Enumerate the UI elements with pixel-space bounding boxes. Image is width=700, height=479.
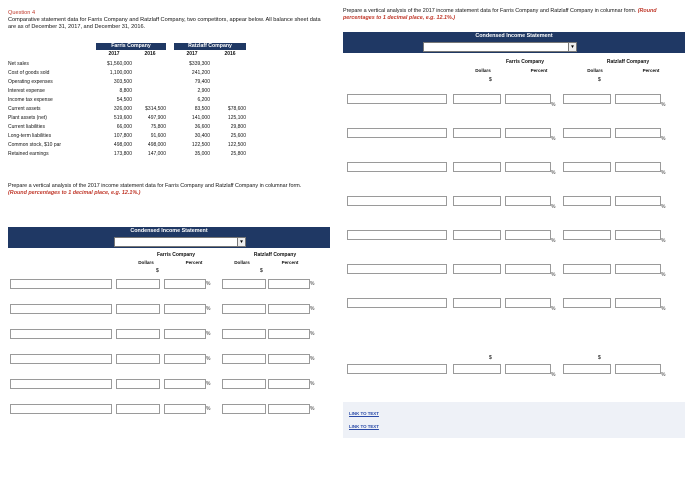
comparative-data-table [8, 43, 278, 193]
ratzlaff-percent-input[interactable] [615, 196, 661, 206]
farris-dollars-input[interactable] [453, 264, 501, 274]
percent-sign: % [551, 102, 556, 108]
percent-sign: % [206, 281, 211, 287]
ratzlaff-percent-input[interactable] [268, 279, 310, 289]
table-row: Operating expenses 303,500 79,400 [8, 79, 210, 85]
farris-dollars-input[interactable] [453, 128, 501, 138]
farris-dollars-input[interactable] [116, 404, 160, 414]
links-area [343, 402, 685, 438]
table-row: Long-term liabilities 107,800 91,600 30,400 25,600 [8, 133, 246, 139]
table-row: Interest expense 8,800 2,900 [8, 88, 210, 94]
farris-percent-input[interactable] [505, 230, 551, 240]
farris-percent-input[interactable] [505, 94, 551, 104]
farris-dollars-input[interactable] [116, 379, 160, 389]
line-item-input[interactable] [347, 128, 447, 138]
left-statement-panel [8, 227, 330, 442]
line-item-input[interactable] [347, 364, 447, 374]
ratzlaff-dollars-input[interactable] [222, 379, 266, 389]
farris-dollars-input[interactable] [453, 94, 501, 104]
percent-sign: % [310, 306, 315, 312]
dollar-sign: $ [156, 268, 159, 274]
dollar-sign: $ [489, 77, 492, 83]
percent-sign: % [310, 331, 315, 337]
ratzlaff-dollars-input[interactable] [222, 329, 266, 339]
line-item-input[interactable] [10, 379, 112, 389]
line-item-input[interactable] [10, 354, 112, 364]
ratzlaff-dollars-input[interactable] [563, 230, 611, 240]
percent-sign: % [551, 238, 556, 244]
left-statement-header [8, 227, 330, 248]
percent-sign: % [661, 170, 666, 176]
farris-company-header: Farris Company [96, 43, 166, 50]
dollars-col-label: Dollars [475, 68, 491, 73]
year-header: 2016 [224, 51, 236, 57]
table-row: Current assets 326,000 $314,500 83,500 $78,600 [8, 106, 246, 112]
percent-sign: % [551, 272, 556, 278]
ratzlaff-percent-input[interactable] [615, 364, 661, 374]
percent-col-label: Percent [642, 68, 660, 73]
ratzlaff-dollars-input[interactable] [563, 364, 611, 374]
line-item-input[interactable] [347, 162, 447, 172]
ratzlaff-percent-input[interactable] [268, 379, 310, 389]
dollar-sign: $ [598, 77, 601, 83]
ratzlaff-company-header: Ratzlaff Company [174, 43, 246, 50]
line-item-input[interactable] [10, 304, 112, 314]
farris-percent-input[interactable] [164, 379, 206, 389]
farris-percent-input[interactable] [164, 329, 206, 339]
line-item-input[interactable] [10, 404, 112, 414]
left-instruction: Prepare a vertical analysis of the 2017 income statement data for Farris Company and Ratzlaff Company in columnar form. (Round percentages to 1 decimal place, e.g. 12.1%.) [8, 183, 302, 196]
ratzlaff-percent-input[interactable] [615, 162, 661, 172]
farris-percent-input[interactable] [505, 264, 551, 274]
farris-dollars-input[interactable] [453, 364, 501, 374]
percent-sign: % [661, 238, 666, 244]
ratzlaff-dollars-input[interactable] [563, 162, 611, 172]
percent-sign: % [551, 170, 556, 176]
table-row: Retained earnings 173,800 147,000 35,000 25,800 [8, 151, 246, 157]
farris-dollars-input[interactable] [453, 196, 501, 206]
ratzlaff-percent-input[interactable] [268, 304, 310, 314]
farris-dollars-input[interactable] [116, 354, 160, 364]
farris-dollars-input[interactable] [116, 304, 160, 314]
ratzlaff-percent-input[interactable] [615, 128, 661, 138]
table-row: Net sales $1,560,000 $339,300 [8, 61, 210, 67]
farris-dollars-input[interactable] [453, 162, 501, 172]
percent-sign: % [661, 306, 666, 312]
farris-dollars-input[interactable] [116, 329, 160, 339]
percent-sign: % [206, 331, 211, 337]
farris-dollars-input[interactable] [116, 279, 160, 289]
right-statement-header [343, 32, 685, 53]
ratzlaff-dollars-input[interactable] [563, 196, 611, 206]
table-row: Current liabilities 66,000 75,800 36,600 29,800 [8, 124, 246, 130]
chevron-down-icon: ▾ [237, 238, 245, 246]
dollars-col-label: Dollars [138, 260, 154, 265]
ratzlaff-dollars-input[interactable] [563, 128, 611, 138]
year-header: 2017 [108, 51, 120, 57]
statement-title-select[interactable] [114, 237, 246, 247]
percent-sign: % [206, 306, 211, 312]
percent-sign: % [206, 381, 211, 387]
year-header: 2016 [144, 51, 156, 57]
right-statement-panel [343, 32, 685, 444]
farris-dollars-input[interactable] [453, 298, 501, 308]
ratzlaff-company-label: Ratzlaff Company [606, 59, 650, 65]
farris-dollars-input[interactable] [453, 230, 501, 240]
ratzlaff-percent-input[interactable] [268, 404, 310, 414]
percent-sign: % [551, 306, 556, 312]
percent-sign: % [661, 272, 666, 278]
ratzlaff-dollars-input[interactable] [563, 298, 611, 308]
percent-sign: % [310, 381, 315, 387]
ratzlaff-dollars-input[interactable] [222, 279, 266, 289]
percent-col-label: Percent [281, 260, 299, 265]
ratzlaff-dollars-input[interactable] [222, 304, 266, 314]
farris-percent-input[interactable] [164, 404, 206, 414]
line-item-input[interactable] [347, 196, 447, 206]
table-row: Income tax expense 54,500 6,200 [8, 97, 210, 103]
question-intro: Comparative statement data for Farris Company and Ratzlaff Company, two competitors, appear below. All balance sheet data are as of December 31, 2017, and December 31, 2016. [8, 17, 321, 30]
farris-company-label: Farris Company [156, 252, 196, 258]
header-title: Condensed Income Statement [130, 228, 208, 234]
percent-sign: % [661, 372, 666, 378]
dollar-sign: $ [489, 355, 492, 361]
link-to-text[interactable]: LINK TO TEXT [349, 411, 379, 416]
farris-percent-input[interactable] [164, 354, 206, 364]
line-item-input[interactable] [347, 94, 447, 104]
dollars-col-label: Dollars [587, 68, 603, 73]
ratzlaff-dollars-input[interactable] [222, 404, 266, 414]
chevron-down-icon: ▾ [568, 43, 576, 51]
ratzlaff-dollars-input[interactable] [222, 354, 266, 364]
percent-sign: % [551, 372, 556, 378]
percent-sign: % [551, 204, 556, 210]
percent-sign: % [661, 136, 666, 142]
ratzlaff-percent-input[interactable] [615, 94, 661, 104]
farris-percent-input[interactable] [505, 128, 551, 138]
year-header: 2017 [186, 51, 198, 57]
farris-percent-input[interactable] [505, 364, 551, 374]
ratzlaff-percent-input[interactable] [615, 298, 661, 308]
ratzlaff-company-label: Ratzlaff Company [253, 252, 297, 258]
farris-company-label: Farris Company [505, 59, 545, 65]
farris-percent-input[interactable] [505, 196, 551, 206]
percent-sign: % [310, 281, 315, 287]
table-row: Common stock, $10 par 498,000 498,000 122,500 122,500 [8, 142, 246, 148]
percent-sign: % [661, 204, 666, 210]
line-item-input[interactable] [10, 279, 112, 289]
farris-percent-input[interactable] [505, 298, 551, 308]
table-row: Plant assets (net) 519,600 497,900 141,000 125,100 [8, 115, 246, 121]
link-to-text[interactable]: LINK TO TEXT [349, 424, 379, 429]
percent-sign: % [206, 406, 211, 412]
percent-sign: % [551, 136, 556, 142]
ratzlaff-dollars-input[interactable] [563, 94, 611, 104]
farris-percent-input[interactable] [164, 279, 206, 289]
line-item-input[interactable] [347, 264, 447, 274]
ratzlaff-percent-input[interactable] [268, 329, 310, 339]
dollars-col-label: Dollars [234, 260, 250, 265]
ratzlaff-dollars-input[interactable] [563, 264, 611, 274]
line-item-input[interactable] [10, 329, 112, 339]
ratzlaff-percent-input[interactable] [615, 230, 661, 240]
dollar-sign: $ [598, 355, 601, 361]
dollar-sign: $ [260, 268, 263, 274]
question-title: Question 4 [8, 10, 36, 16]
table-row: Cost of goods sold 1,100,000 241,200 [8, 70, 210, 76]
farris-percent-input[interactable] [164, 304, 206, 314]
percent-col-label: Percent [530, 68, 548, 73]
percent-sign: % [661, 102, 666, 108]
percent-sign: % [310, 406, 315, 412]
percent-sign: % [310, 356, 315, 362]
percent-col-label: Percent [185, 260, 203, 265]
line-item-input[interactable] [347, 230, 447, 240]
ratzlaff-percent-input[interactable] [615, 264, 661, 274]
farris-percent-input[interactable] [505, 162, 551, 172]
header-title: Condensed Income Statement [475, 33, 553, 39]
line-item-input[interactable] [347, 298, 447, 308]
ratzlaff-percent-input[interactable] [268, 354, 310, 364]
right-instruction: Prepare a vertical analysis of the 2017 income statement data for Farris Company and Ratzlaff Company in columnar form. (Round percentages to 1 decimal place, e.g. 12.1%.) [343, 8, 657, 21]
statement-title-select[interactable] [423, 42, 577, 52]
percent-sign: % [206, 356, 211, 362]
